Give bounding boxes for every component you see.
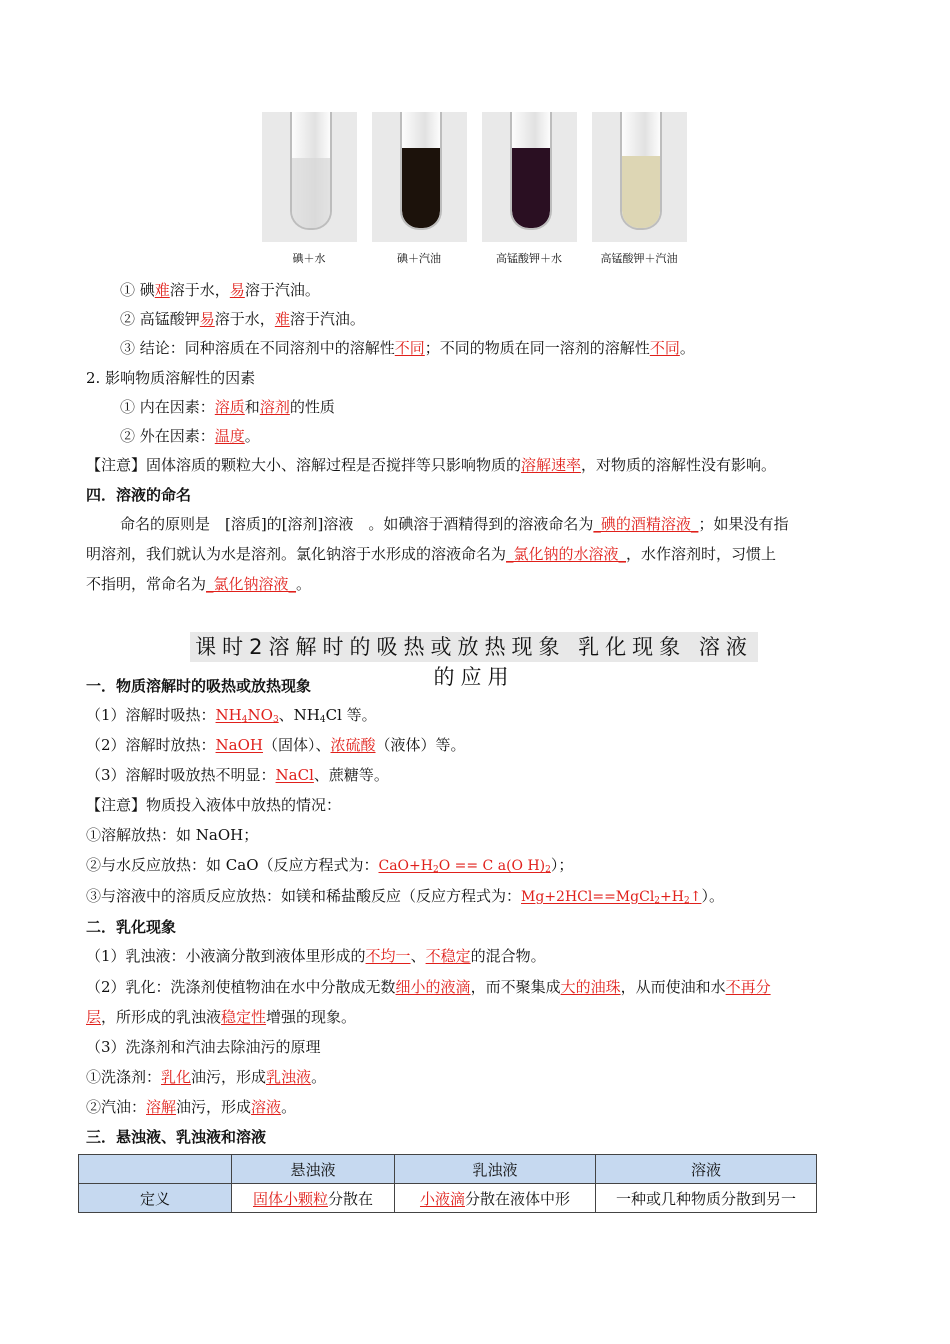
heading-factors: 2. 影响物质溶解性的因素 (86, 369, 256, 387)
gasoline-line: ②汽油：溶解油污，形成溶液。 (86, 1098, 297, 1116)
detergent-line: ①洗涤剂：乳化油污，形成乳浊液。 (86, 1068, 327, 1086)
emulsion-item-2: （2）乳化：洗涤剂使植物油在水中分散成无数细小的液滴，而不聚集成大的油珠，从而使油和水不再分 (86, 978, 771, 996)
note-dissolving-rate: 【注意】固体溶质的颗粒大小、溶解过程是否搅拌等只影响物质的溶解速率，对物质的溶解性没有影响。 (86, 456, 777, 474)
emulsion-item-1: （1）乳浊液：小液滴分散到液体里形成的不均一、不稳定的混合物。 (86, 947, 546, 965)
test-tube (510, 112, 552, 230)
paragraph-iodine: ① 碘难溶于水，易溶于汽油。 (120, 281, 320, 299)
tube-photo-kmno4-water (482, 112, 577, 242)
heading-emulsification: 二．乳化现象 (86, 918, 177, 936)
table-header-cell: 悬浊液 (232, 1155, 395, 1184)
heat-item-3: （3）溶解时吸放热不明显：NaCl、蔗糖等。 (86, 766, 389, 784)
table-header-cell: 溶液 (596, 1155, 817, 1184)
figure-label: 高锰酸钾＋汽油 (600, 252, 678, 265)
test-tube (290, 112, 332, 230)
table-cell: 固体小颗粒分散在 (232, 1184, 395, 1213)
naming-line-1: 命名的原则是 [溶质]的[溶剂]溶液 。如碘溶于酒精得到的溶液命名为_碘的酒精溶液_；如果没有指 (120, 515, 789, 533)
heading-naming: 四．溶液的命名 (86, 486, 192, 504)
figure-label: 碘＋汽油 (397, 252, 441, 265)
tube-photo-kmno4-gasoline (592, 112, 687, 242)
naming-line-3: 不指明，常命名为_氯化钠溶液_。 (86, 575, 312, 593)
naming-line-2: 明溶剂，我们就认为水是溶剂。氯化钠溶于水形成的溶液命名为_氯化钠的水溶液_，水作溶剂时，习惯上 (86, 545, 777, 563)
table-header-row (79, 1155, 817, 1184)
table-cell: 小液滴分散在液体中形 (395, 1184, 596, 1213)
heat-note-2: ②与水反应放热：如 CaO（反应方程式为：$CaO+H_2O == C$ a(O $H)_2$）； (86, 856, 574, 875)
paragraph-kmno4: ② 高锰酸钾易溶于水，难溶于汽油。 (120, 310, 365, 328)
table-header-cell (79, 1155, 232, 1184)
paragraph-internal-factors: ① 内在因素：溶质和溶剂的性质 (120, 398, 335, 416)
emulsion-item-3: （3）洗涤剂和汽油去除油污的原理 (86, 1038, 321, 1056)
comparison-table (78, 1154, 817, 1213)
table-row (79, 1184, 817, 1213)
paragraph-external-factors: ② 外在因素：温度。 (120, 427, 260, 445)
figure-label: 碘＋水 (292, 252, 326, 265)
tube-photo-iodine-gasoline (372, 112, 467, 242)
heat-item-2: （2）溶解时放热：NaOH（固体）、浓硫酸（液体）等。 (86, 736, 466, 754)
emulsion-item-2-cont: 层，所形成的乳浊液稳定性增强的现象。 (86, 1008, 357, 1026)
heat-note-3: ③与溶液中的溶质反应放热：如镁和稀盐酸反应（反应方程式为：$Mg+2HCl==MgCl_2+H_2↑$）。 (86, 887, 724, 906)
test-tube-figure (262, 112, 688, 272)
lesson-title: 课时2溶解时的吸热或放热现象 乳化现象 溶液的应用 (190, 632, 758, 662)
table-cell: 一种或几种物质分散到另一 (596, 1184, 817, 1213)
heat-note-1: ①溶解放热：如 NaOH； (86, 826, 259, 844)
table-row-label: 定义 (79, 1184, 232, 1213)
test-tube (400, 112, 442, 230)
heat-item-1: （1）溶解时吸热：$NH_4NO_3$、$NH_4Cl$ 等。 (86, 706, 377, 725)
test-tube (620, 112, 662, 230)
note-heat: 【注意】物质投入液体中放热的情况： (86, 796, 342, 814)
tube-photo-iodine-water (262, 112, 357, 242)
table-header-cell: 乳浊液 (395, 1155, 596, 1184)
heading-comparison: 三．悬浊液、乳浊液和溶液 (86, 1128, 267, 1146)
paragraph-conclusion: ③ 结论：同种溶质在不同溶剂中的溶解性不同；不同的物质在同一溶剂的溶解性不同。 (120, 339, 695, 357)
figure-label: 高锰酸钾＋水 (496, 252, 562, 265)
heading-heat: 一．物质溶解时的吸热或放热现象 (86, 677, 312, 695)
